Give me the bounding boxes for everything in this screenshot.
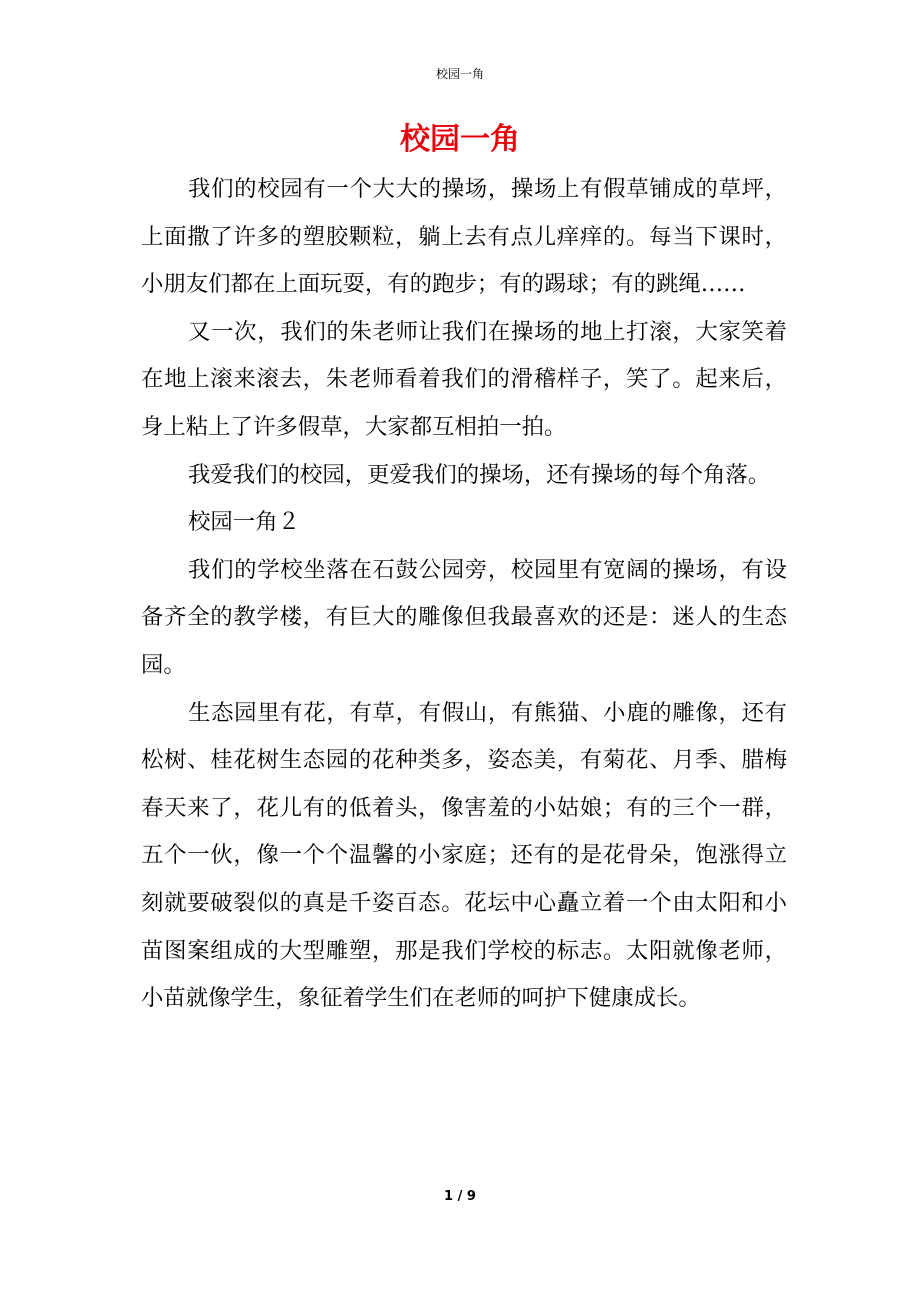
running-header: 校园一角 xyxy=(435,67,484,81)
section-heading: 校园一角２ xyxy=(188,509,300,536)
document-title: 校园一角 xyxy=(400,122,520,157)
paragraph-1: 我们的校园有一个大大的操场，操场上有假草铺成的草坪，上面撒了许多的塑胶颗粒，躺上去有点儿痒痒的。每当下课时，小朋友们都在上面玩耍，有的跑步；有的踢球；有的跳绳…… xyxy=(141,176,787,298)
paragraph-4: 我们的学校坐落在石鼓公园旁，校园里有宽阔的操场，有设备齐全的教学楼，有巨大的雕像但我最喜欢的还是：迷人的生态园。 xyxy=(141,556,787,678)
page-number: 1 / 9 xyxy=(444,1189,476,1204)
paragraph-3: 我爱我们的校园，更爱我们的操场，还有操场的每个角落。 xyxy=(188,461,771,488)
document-body xyxy=(141,166,787,1023)
paragraph-2: 又一次，我们的朱老师让我们在操场的地上打滚，大家笑着在地上滚来滚去，朱老师看着我们的滑稽样子，笑了。起来后，身上粘上了许多假草，大家都互相拍一拍。 xyxy=(141,318,787,440)
paragraph-5: 生态园里有花，有草，有假山，有熊猫、小鹿的雕像，还有松树、桂花树生态园的花种类多，姿态美，有菊花、月季、腊梅春天来了，花儿有的低着头，像害羞的小姑娘；有的三个一群，五个一伙，像一个个温馨的小家庭；还有的是花骨朵，饱涨得立刻就要破裂似的真是千姿百态。花坛中心矗立着一个由太阳和小苗图案组成的大型雕塑，那是我们学校的标志。太阳就像老师，小苗就像学生，象征着学生们在老师的呵护下健康成长。 xyxy=(141,699,787,1012)
